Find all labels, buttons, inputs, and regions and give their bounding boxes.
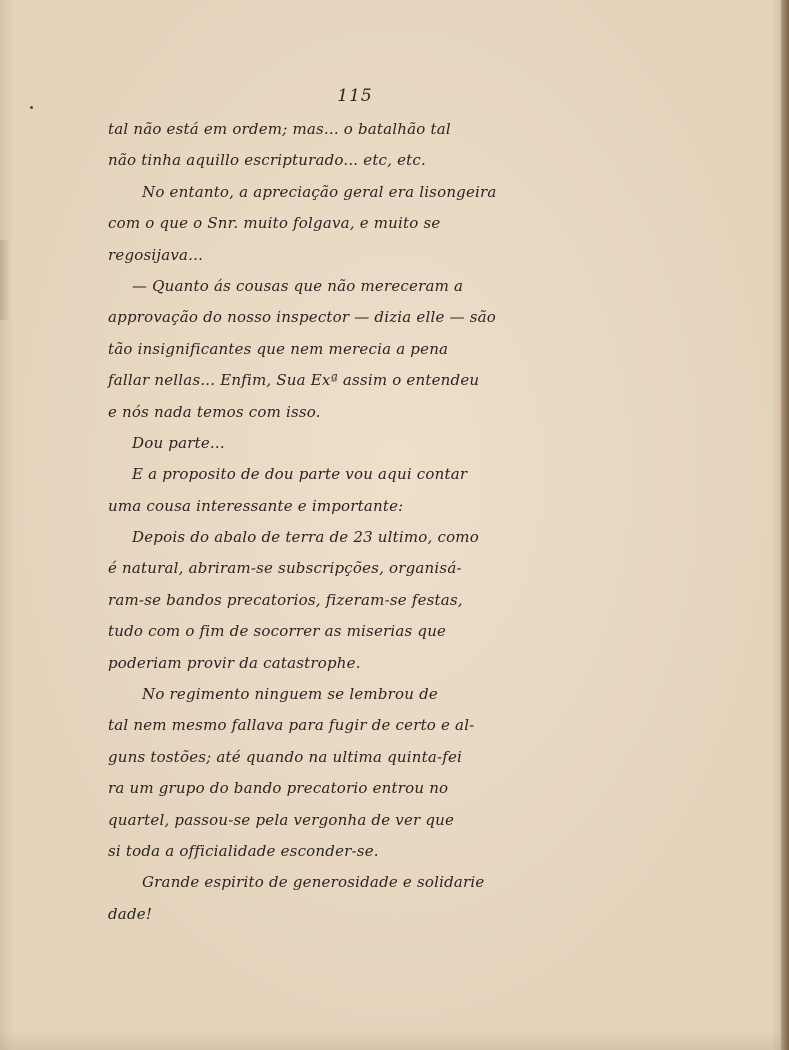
- page-number: 115: [337, 86, 373, 106]
- text-line: tão insignificantes que nem merecia a pena: [108, 339, 449, 358]
- handwritten-text-block: [108, 114, 593, 930]
- text-line: ra um grupo do bando precatorio entrou no: [108, 779, 449, 798]
- text-line: ram-se bandos precatorios, fizeram-se festas,: [108, 590, 463, 609]
- paper-speck: [30, 106, 33, 109]
- page-edge-shadow: [0, 240, 10, 320]
- text-line: Depois do abalo de terra de 23 ultimo, como: [132, 528, 479, 547]
- text-line: com o que o Snr. muito folgava, e muito se: [108, 214, 441, 233]
- text-line: E a proposito de dou parte vou aqui contar: [132, 465, 468, 484]
- text-line: poderiam provir da catastrophe.: [108, 653, 361, 672]
- text-line: No entanto, a apreciação geral era lisongeira: [142, 182, 497, 201]
- text-line: fallar nellas... Enfim, Sua Exª assim o entendeu: [108, 371, 480, 390]
- text-line: dade!: [108, 904, 153, 923]
- text-line: Grande espirito de generosidade e solidarie: [142, 873, 485, 892]
- text-line: e nós nada temos com isso.: [108, 402, 321, 421]
- text-line: approvação do nosso inspector — dizia elle — são: [108, 308, 496, 327]
- text-line: não tinha aquillo escripturado... etc, etc.: [108, 151, 426, 170]
- text-line: No regimento ninguem se lembrou de: [142, 685, 438, 704]
- text-line: regosijava...: [108, 245, 204, 264]
- text-line: tudo com o fim de socorrer as miserias que: [108, 622, 447, 641]
- text-line: tal nem mesmo fallava para fugir de certo e al-: [108, 716, 475, 735]
- page-binding-edge: [781, 0, 789, 1050]
- text-line: é natural, abriram-se subscripções, organisá-: [108, 559, 462, 578]
- text-line: tal não está em ordem; mas... o batalhão tal: [108, 120, 451, 138]
- text-line: — Quanto ás cousas que não mereceram a: [132, 276, 464, 295]
- text-line: uma cousa interessante e importante:: [108, 496, 404, 515]
- text-line: quartel, passou-se pela vergonha de ver que: [108, 810, 455, 829]
- text-line: guns tostões; até quando na ultima quinta-fei: [108, 747, 463, 766]
- text-line: si toda a officialidade esconder-se.: [108, 841, 379, 860]
- text-line: Dou parte...: [132, 433, 225, 452]
